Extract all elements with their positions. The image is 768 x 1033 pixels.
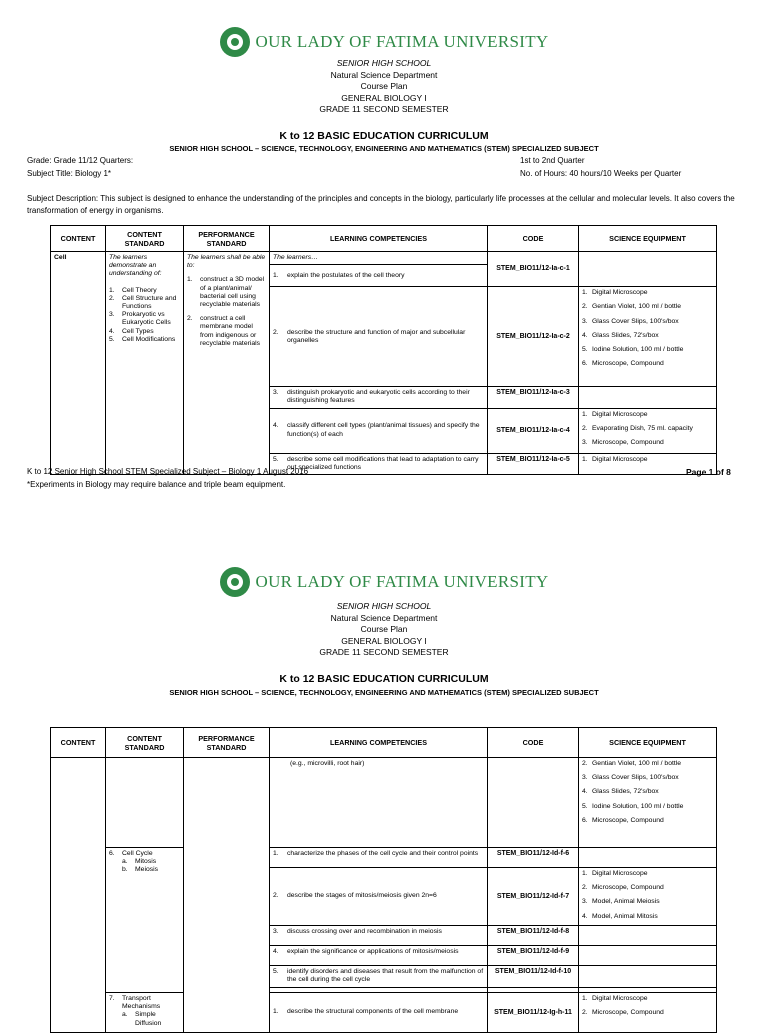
- subject-title-label: Subject Title: Biology 1*: [27, 169, 112, 178]
- list-item: 7. Transport Mechanisms: [109, 995, 161, 1011]
- list-item: 4. Cell Types: [109, 327, 154, 335]
- university-header: [0, 567, 768, 597]
- col-performance-standard: PERFORMANCE STANDARD: [184, 226, 270, 252]
- equipment-cell: [579, 993, 717, 1033]
- col-competencies: LEARNING COMPETENCIES: [270, 226, 488, 252]
- performance-standard-cell: [184, 252, 270, 475]
- competency-row: 4. explain the significance or applications of mitosis/meiosis: [270, 946, 488, 966]
- list-item: 6. Microscope, Compound: [582, 360, 664, 368]
- list-item: 2. Gentian Violet, 100 ml / bottle: [582, 760, 682, 767]
- university-seal-icon: [220, 567, 250, 597]
- list-item: 1. Digital Microscope: [582, 995, 648, 1002]
- list-item: 5. Iodine Solution, 100 ml / bottle: [582, 802, 684, 810]
- list-item: 4. Glass Slides, 72's/box: [582, 788, 659, 796]
- equipment-cell: [579, 868, 717, 926]
- list-item: 6. Cell Cycle: [109, 850, 153, 857]
- code-cell: STEM_BIO11/12-Ia-c-1: [488, 252, 579, 287]
- list-item: 1. Cell Theory: [109, 286, 157, 294]
- university-seal-icon: [220, 27, 250, 57]
- col-content-standard: CONTENT STANDARD: [106, 728, 184, 758]
- equipment-cell: [579, 926, 717, 946]
- list-item: b. Meiosis: [122, 866, 159, 874]
- content-standard-cell: [106, 993, 184, 1033]
- school-name: SENIOR HIGH SCHOOL: [336, 601, 432, 611]
- list-item: 4. Model, Animal Mitosis: [582, 912, 658, 920]
- list-item: 3. Prokaryotic vs Eukaryotic Cells: [109, 311, 171, 327]
- school-heading: [0, 58, 768, 116]
- content-cell: [51, 758, 106, 1033]
- equipment-cell: [579, 387, 717, 408]
- list-item: a. Simple Diffusion: [122, 1011, 162, 1027]
- code-cell: STEM_BIO11/12-Ia-c-4: [488, 408, 579, 453]
- competency-row: 4. classify different cell types (plant/animal tissues) and specify the function(s) of each: [270, 408, 488, 453]
- hours-label: No. of Hours: 40 hours/10 Weeks per Quarter: [520, 169, 682, 178]
- competency-row: 1. explain the postulates of the cell theory: [270, 265, 488, 287]
- competency-row: 1. describe the structural components of the cell membrane: [270, 993, 488, 1033]
- code-cell: STEM_BIO11/12-Ia-c-3: [488, 387, 579, 408]
- footer-note: *Experiments in Biology may require balance and triple beam equipment.: [27, 480, 286, 489]
- school-name: SENIOR HIGH SCHOOL: [336, 58, 432, 68]
- doc-type: Course Plan: [360, 624, 408, 634]
- code-cell: STEM_BIO11/12-Id-f-8: [488, 926, 579, 946]
- curriculum-title: K to 12 BASIC EDUCATION CURRICULUM: [279, 130, 489, 142]
- list-item: 2. Microscope, Compound: [582, 884, 664, 892]
- list-item: 2. Cell Structure and Functions: [109, 294, 177, 311]
- col-equipment: SCIENCE EQUIPMENT: [579, 226, 717, 252]
- university-name: OUR LADY OF FATIMA UNIVERSITY: [255, 572, 549, 591]
- transport-item: [109, 995, 180, 1028]
- list-item: 4. Glass Slides, 72's/box: [582, 331, 659, 339]
- subject-name: GENERAL BIOLOGY I: [341, 92, 427, 103]
- competency-row: 5. describe some cell modifications that lead to adaptation to carry out specialized functions: [270, 453, 488, 474]
- competency-table-page-1: [50, 225, 717, 475]
- code-cell: STEM_BIO11/12-Id-f-10: [488, 966, 579, 988]
- grade-label: Grade: Grade 11/12 Quarters:: [27, 156, 134, 165]
- content-standard-cell: [106, 252, 184, 475]
- quarter-label: 1st to 2nd Quarter: [520, 156, 585, 165]
- list-item: 3. Model, Animal Meiosis: [582, 898, 660, 906]
- department-name: Natural Science Department: [330, 612, 438, 623]
- col-performance-standard: PERFORMANCE STANDARD: [184, 728, 270, 758]
- page-footer: K to 12 Senior High School STEM Specialized Subject – Biology 1 August 2016: [27, 467, 309, 476]
- list-item: 5. Iodine Solution, 100 ml / bottle: [582, 346, 684, 354]
- equipment-cell: [579, 408, 717, 453]
- competency-row: 1. characterize the phases of the cell cycle and their control points: [270, 848, 488, 868]
- code-cell: STEM_BIO11/12-Id-f-6: [488, 848, 579, 868]
- competency-row: 3. distinguish prokaryotic and eukaryotic cells according to their distinguishing features: [270, 387, 488, 408]
- list-item: 2. Gentian Violet, 100 ml / bottle: [582, 303, 682, 311]
- course-plan-page-2: [0, 545, 768, 1027]
- code-cell: STEM_BIO11/12-Ia-c-2: [488, 287, 579, 387]
- track-title: SENIOR HIGH SCHOOL – SCIENCE, TECHNOLOGY, ENGINEERING AND MATHEMATICS (STEM) SPECIALIZED SUBJECT: [169, 144, 599, 153]
- grade-semester: GRADE 11 SECOND SEMESTER: [319, 104, 449, 114]
- col-competencies: LEARNING COMPETENCIES: [270, 728, 488, 758]
- performance-intro: The learners shall be able to:: [187, 254, 266, 270]
- list-item: 1. Digital Microscope: [582, 455, 648, 463]
- content-standard-intro: The learners demonstrate an understanding of:: [109, 254, 162, 278]
- list-item: 3. Glass Cover Slips, 100's/box: [582, 774, 679, 782]
- content-standard-list: [109, 287, 180, 344]
- equipment-cell: [579, 287, 717, 387]
- col-content-standard: CONTENT STANDARD: [106, 226, 184, 252]
- col-content: CONTENT: [51, 728, 106, 758]
- equipment-cell: [579, 848, 717, 868]
- equipment-cell: [579, 966, 717, 988]
- code-cell: STEM_BIO11/12-Ia-c-5: [488, 453, 579, 474]
- content-cell: Cell: [51, 252, 106, 475]
- university-name: OUR LADY OF FATIMA UNIVERSITY: [255, 32, 549, 51]
- competency-row: (e.g., microvilli, root hair): [270, 758, 488, 848]
- performance-list: [187, 276, 266, 348]
- list-item: 2. construct a cell membrane model from indigenous or recyclable materials: [187, 315, 261, 347]
- list-item: 1. construct a 3D model of a plant/animal/ bacterial cell using recyclable materials: [187, 276, 265, 309]
- equipment-cell: [579, 758, 717, 848]
- equipment-cell: [579, 252, 717, 287]
- code-cell: STEM_BIO11/12-Id-f-7: [488, 868, 579, 926]
- list-item: 3. Microscope, Compound: [582, 439, 664, 447]
- university-header: [0, 27, 768, 57]
- content-standard-cell: [106, 848, 184, 993]
- cell-cycle-item: [109, 850, 180, 875]
- curriculum-title: K to 12 BASIC EDUCATION CURRICULUM: [279, 673, 489, 685]
- list-item: 1. Digital Microscope: [582, 289, 648, 297]
- subject-name: GENERAL BIOLOGY I: [341, 635, 427, 646]
- school-heading: [0, 601, 768, 659]
- list-item: 2. Evaporating Dish, 75 ml. capacity: [582, 424, 693, 432]
- competency-row: 2. describe the stages of mitosis/meiosis given 2n=6: [270, 868, 488, 926]
- list-item: 6. Microscope, Compound: [582, 816, 664, 824]
- code-cell: [488, 758, 579, 848]
- competency-row: 3. discuss crossing over and recombination in meiosis: [270, 926, 488, 946]
- competency-table-page-2: [50, 727, 717, 1033]
- list-item: 2. Microscope, Compound: [582, 1009, 664, 1017]
- list-item: 1. Digital Microscope: [582, 410, 648, 418]
- competency-intro: The learners…: [270, 252, 488, 265]
- list-item: 5. Cell Modifications: [109, 335, 176, 343]
- col-equipment: SCIENCE EQUIPMENT: [579, 728, 717, 758]
- subject-description: Subject Description: This subject is designed to enhance the understanding of the principles and concepts in the biology, particularly life processes at the cellular and molecular levels. It also covers the transformation of energy in organisms.: [27, 194, 735, 215]
- page-number: Page 1 of 8: [686, 467, 731, 477]
- col-code: CODE: [488, 728, 579, 758]
- performance-standard-cell: [184, 758, 270, 1033]
- code-cell: STEM_BIO11/12-Id-f-9: [488, 946, 579, 966]
- equipment-cell: [579, 946, 717, 966]
- list-item: a. Mitosis: [122, 858, 157, 866]
- department-name: Natural Science Department: [330, 69, 438, 80]
- code-cell: STEM_BIO11/12-Ig-h-11: [488, 993, 579, 1033]
- doc-type: Course Plan: [360, 81, 408, 91]
- list-item: 3. Glass Cover Slips, 100's/box: [582, 317, 679, 325]
- col-code: CODE: [488, 226, 579, 252]
- content-standard-cell: [106, 758, 184, 848]
- competency-row: 5. identify disorders and diseases that result from the malfunction of the cell during the cell cycle: [270, 966, 488, 988]
- col-content: CONTENT: [51, 226, 106, 252]
- list-item: 1. Digital Microscope: [582, 870, 648, 877]
- grade-semester: GRADE 11 SECOND SEMESTER: [319, 647, 449, 657]
- competency-row: 2. describe the structure and function of major and subcellular organelles: [270, 287, 488, 387]
- track-title: SENIOR HIGH SCHOOL – SCIENCE, TECHNOLOGY, ENGINEERING AND MATHEMATICS (STEM) SPECIALIZED SUBJECT: [169, 688, 599, 697]
